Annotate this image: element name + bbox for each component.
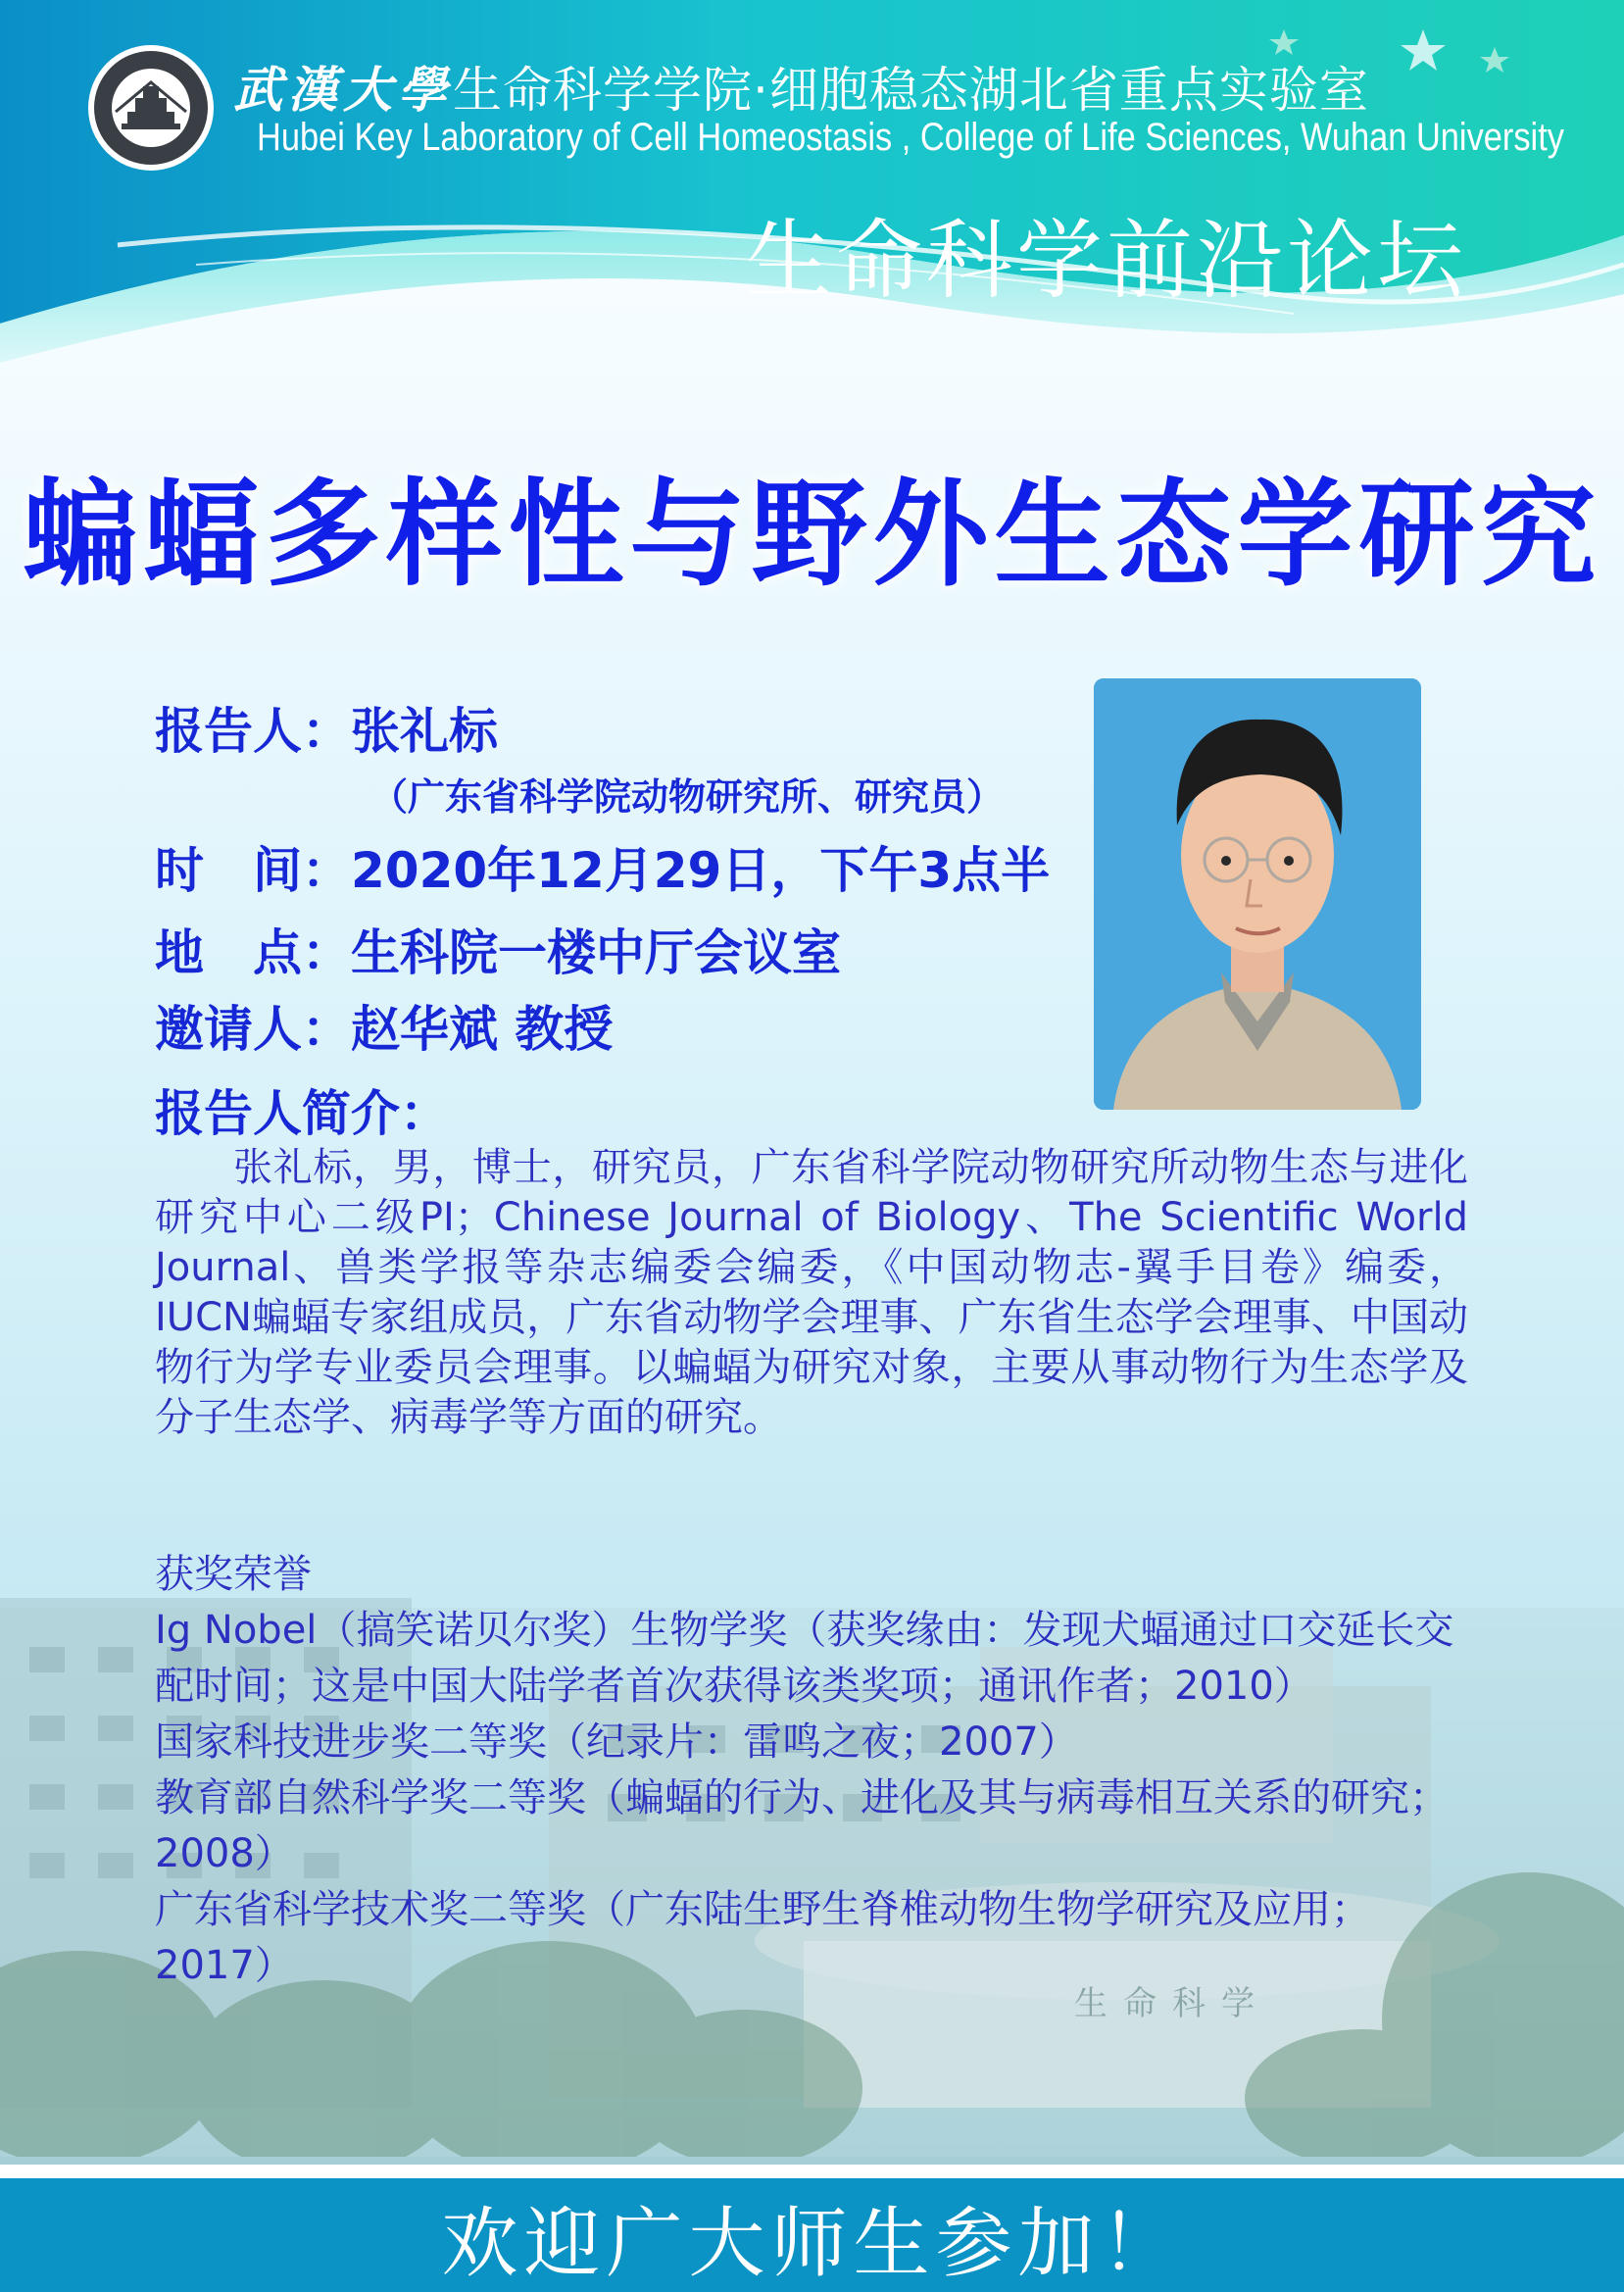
organization-name-cn bbox=[233, 51, 1369, 122]
honor-item: 国家科技进步奖二等奖（纪录片：雷鸣之夜；2007） bbox=[155, 1719, 1078, 1765]
bio-text: 张礼标，男，博士，研究员，广东省科学院动物研究所动物生态与进化研究中心二级PI；Chinese Journal of Biology、The Scientific World Journal、兽类学报等杂志编委会编委，《中国动物志-翼手目卷》编委，IUCN蝙蝠专家组成员，广东省动物学会理事、广东省生态学会理事、中国动物行为学专业委员会理事。以蝙蝠为研究对象，主要从事动物行为生态学及分子生态学、病毒学等方面的研究。 bbox=[155, 1145, 1468, 1440]
inviter-row bbox=[155, 990, 613, 1061]
place-row bbox=[155, 914, 841, 984]
inviter-value: 赵华斌 教授 bbox=[351, 1001, 614, 1058]
university-logo bbox=[86, 43, 216, 173]
speaker-name: 张礼标 bbox=[351, 703, 498, 760]
welcome-message: 欢迎广大师生参加！ bbox=[441, 2200, 1183, 2288]
speaker-affiliation: （广东省科学院动物研究所、研究员） bbox=[370, 775, 1005, 819]
speaker-photo bbox=[1094, 678, 1421, 1110]
lecture-title: 蝙蝠多样性与野外生态学研究 bbox=[22, 467, 1602, 602]
speaker-row bbox=[155, 692, 498, 763]
building-sign: 生命科学 bbox=[1074, 1984, 1270, 2023]
honors-heading: 获奖荣誉 bbox=[155, 1552, 312, 1597]
bio-heading: 报告人简介： bbox=[155, 1085, 449, 1142]
place-value: 生科院一楼中厅会议室 bbox=[351, 924, 841, 981]
time-value: 2020年12月29日，下午3点半 bbox=[351, 842, 1051, 899]
honors-section bbox=[155, 1547, 1468, 1994]
inviter-label: 邀请人： bbox=[155, 1001, 351, 1058]
time-row bbox=[155, 831, 1050, 902]
honor-item: Ig Nobel（搞笑诺贝尔奖）生物学奖（获奖缘由：发现犬蝠通过口交延长交配时间；这是中国大陆学者首次获得该类奖项；通讯作者；2010） bbox=[155, 1608, 1454, 1709]
place-label: 地 点： bbox=[155, 924, 351, 981]
university-calligraphy: 武漢大學 bbox=[233, 61, 453, 119]
forum-title: 生命科学前沿论坛 bbox=[745, 210, 1467, 311]
honor-item: 广东省科学技术奖二等奖（广东陆生野生脊椎动物生物学研究及应用；2017） bbox=[155, 1887, 1370, 1988]
organization-name-en: Hubei Key Laboratory of Cell Homeostasis , College of Life Sciences, Wuhan University bbox=[257, 116, 1564, 159]
honor-item: 教育部自然科学奖二等奖（蝙蝠的行为、进化及其与病毒相互关系的研究；2008） bbox=[155, 1775, 1449, 1876]
speaker-bio bbox=[155, 1143, 1468, 1443]
organization-name-text: 生命科学学院·细胞稳态湖北省重点实验室 bbox=[453, 62, 1369, 119]
speaker-label: 报告人： bbox=[155, 703, 351, 760]
time-label: 时 间： bbox=[155, 842, 351, 899]
